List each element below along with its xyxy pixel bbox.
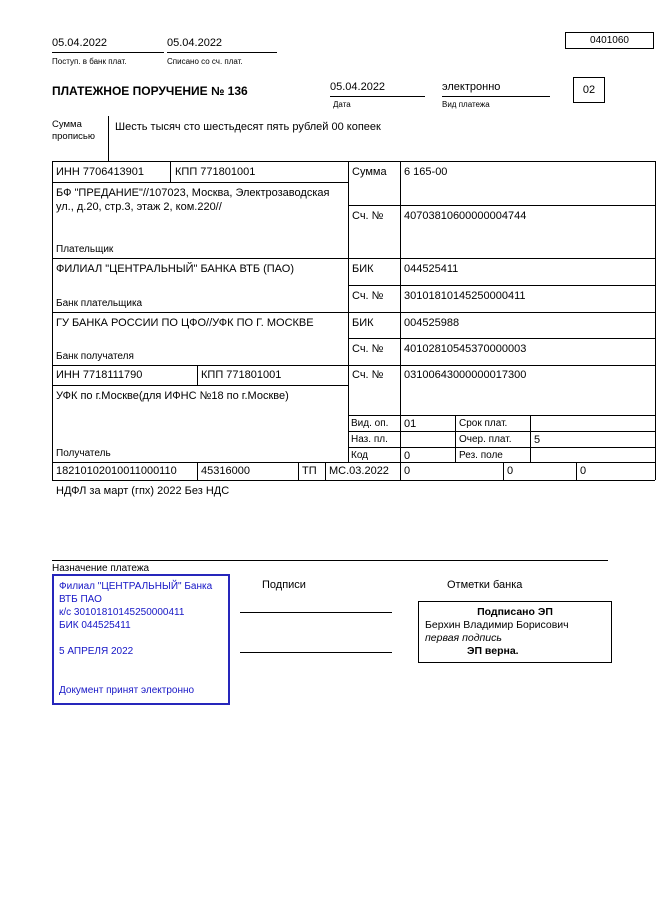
divider-line bbox=[52, 161, 53, 480]
tax-period: МС.03.2022 bbox=[329, 465, 389, 477]
divider-line bbox=[348, 205, 655, 206]
payer-bank-bik: 044525411 bbox=[404, 263, 459, 275]
divider-line bbox=[400, 462, 401, 480]
stamp-corr-account: к/с 30101810145250000411 bbox=[59, 607, 185, 618]
divider-line bbox=[52, 365, 655, 366]
received-date: 05.04.2022 bbox=[52, 36, 164, 53]
tax-basis: ТП bbox=[302, 465, 317, 477]
payer-bank-account: 30101810145250000411 bbox=[404, 290, 526, 302]
purpose-text: НДФЛ за март (гпх) 2022 Без НДС bbox=[56, 485, 230, 497]
amount-label: Сумма bbox=[352, 166, 387, 178]
document-date-label: Дата bbox=[333, 100, 351, 109]
divider-line bbox=[348, 161, 349, 462]
esign-title: Подписано ЭП bbox=[477, 606, 553, 618]
received-date-label: Поступ. в банк плат. bbox=[52, 57, 127, 66]
debited-date: 05.04.2022 bbox=[167, 36, 277, 53]
divider-line bbox=[655, 161, 656, 480]
op-type-value: 01 bbox=[404, 418, 417, 430]
stamp-bik: БИК 044525411 bbox=[59, 620, 131, 631]
payer-bank-account-label: Сч. № bbox=[352, 290, 384, 302]
divider-line bbox=[455, 415, 456, 462]
divider-line bbox=[325, 462, 326, 480]
oktmo-code: 45316000 bbox=[201, 465, 250, 477]
payer-account-label: Сч. № bbox=[352, 210, 384, 222]
divider-line bbox=[52, 161, 655, 162]
divider-line bbox=[348, 415, 655, 416]
divider-line bbox=[52, 312, 655, 313]
divider-line bbox=[503, 462, 504, 480]
stamp-date: 5 АПРЕЛЯ 2022 bbox=[59, 646, 134, 657]
tax-type: 0 bbox=[580, 465, 587, 477]
priority-value: 5 bbox=[534, 434, 541, 446]
divider-line bbox=[348, 431, 655, 432]
divider-line bbox=[52, 385, 348, 386]
code-value: 0 bbox=[404, 450, 411, 462]
divider-line bbox=[197, 462, 198, 480]
payer-status-box: 02 bbox=[573, 77, 605, 103]
payee-bank-account: 40102810545370000003 bbox=[404, 343, 527, 355]
amount-words-value: Шесть тысяч сто шестьдесят пять рублей 00 копеек bbox=[115, 121, 381, 133]
divider-line bbox=[298, 462, 299, 480]
divider-line bbox=[52, 462, 655, 463]
payment-assignment-label: Наз. пл. bbox=[351, 434, 388, 445]
reserve-field-label: Рез. поле bbox=[459, 450, 503, 461]
esign-status: ЭП верна. bbox=[467, 645, 519, 657]
signature-line bbox=[240, 612, 392, 613]
priority-label: Очер. плат. bbox=[459, 434, 512, 445]
divider-line bbox=[52, 560, 608, 561]
payer-name: БФ "ПРЕДАНИЕ"//107023, Москва, Электрозаводская ул., д.20, стр.3, этаж 2, ком.220// bbox=[56, 187, 330, 213]
amount-words-label-1: Сумма bbox=[52, 119, 82, 130]
divider-line bbox=[576, 462, 577, 480]
divider-line bbox=[108, 116, 109, 161]
stamp-bank-name: Филиал "ЦЕНТРАЛЬНЫЙ" Банка ВТБ ПАО bbox=[59, 581, 213, 605]
amount-words-label-2: прописью bbox=[52, 131, 95, 142]
payee-bank-bik-label: БИК bbox=[352, 317, 374, 329]
divider-line bbox=[400, 161, 401, 462]
payee-bank-account-label: Сч. № bbox=[352, 343, 384, 355]
payee-account-label: Сч. № bbox=[352, 369, 384, 381]
document-title: ПЛАТЕЖНОЕ ПОРУЧЕНИЕ № 136 bbox=[52, 84, 248, 98]
payment-kind-label: Вид платежа bbox=[442, 100, 490, 109]
esignature-box bbox=[418, 601, 612, 663]
bank-stamp bbox=[52, 574, 230, 705]
divider-line bbox=[52, 480, 655, 481]
divider-line bbox=[530, 415, 531, 462]
signature-line bbox=[240, 652, 392, 653]
payer-inn: ИНН 7706413901 bbox=[56, 166, 145, 178]
payment-kind: электронно bbox=[442, 80, 550, 97]
divider-line bbox=[348, 285, 655, 286]
payee-name: УФК по г.Москве(для ИФНС №18 по г.Москве) bbox=[56, 390, 289, 402]
purpose-label: Назначение платежа bbox=[52, 563, 150, 574]
divider-line bbox=[52, 258, 655, 259]
payee-label: Получатель bbox=[56, 448, 111, 459]
tax-doc-number: 0 bbox=[404, 465, 411, 477]
payee-bank-name: ГУ БАНКА РОССИИ ПО ЦФО//УФК ПО Г. МОСКВЕ bbox=[56, 317, 314, 329]
payer-label: Плательщик bbox=[56, 244, 114, 255]
divider-line bbox=[197, 365, 198, 385]
document-date: 05.04.2022 bbox=[330, 80, 425, 97]
payer-bank-bik-label: БИК bbox=[352, 263, 374, 275]
payee-kpp: КПП 771801001 bbox=[201, 369, 282, 381]
tax-doc-date: 0 bbox=[507, 465, 514, 477]
payment-term-label: Срок плат. bbox=[459, 418, 508, 429]
kbk-code: 18210102010011000110 bbox=[56, 465, 177, 477]
esign-role: первая подпись bbox=[425, 632, 502, 644]
payer-bank-label: Банк плательщика bbox=[56, 298, 143, 309]
payee-account: 03100643000000017300 bbox=[404, 369, 527, 381]
payer-kpp: КПП 771801001 bbox=[175, 166, 256, 178]
payee-bank-bik: 004525988 bbox=[404, 317, 460, 329]
payee-inn: ИНН 7718111790 bbox=[56, 369, 143, 381]
debited-date-label: Списано со сч. плат. bbox=[167, 57, 243, 66]
esign-signer: Берхин Владимир Борисович bbox=[425, 619, 569, 631]
amount-value: 6 165-00 bbox=[404, 166, 448, 178]
code-label: Код bbox=[351, 450, 369, 461]
divider-line bbox=[348, 338, 655, 339]
op-type-label: Вид. оп. bbox=[351, 418, 389, 429]
bank-marks-label: Отметки банка bbox=[447, 579, 523, 591]
divider-line bbox=[170, 161, 171, 182]
payer-bank-name: ФИЛИАЛ "ЦЕНТРАЛЬНЫЙ" БАНКА ВТБ (ПАО) bbox=[56, 263, 294, 275]
form-code-box: 0401060 bbox=[565, 32, 654, 49]
payee-bank-label: Банк получателя bbox=[56, 351, 134, 362]
divider-line bbox=[348, 447, 655, 448]
signatures-label: Подписи bbox=[262, 579, 306, 591]
stamp-note: Документ принят электронно bbox=[59, 685, 195, 696]
payer-account: 40703810600000004744 bbox=[404, 210, 527, 222]
divider-line bbox=[52, 182, 348, 183]
